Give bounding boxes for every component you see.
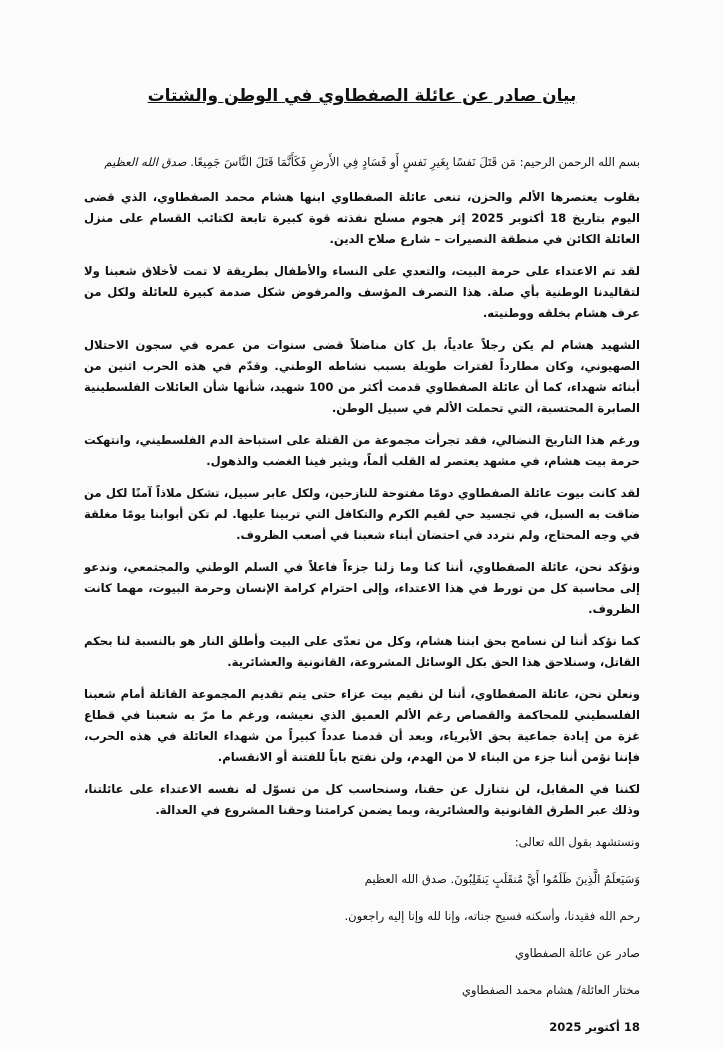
paragraph-no-mourning: ونعلن نحن، عائلة الصفطاوي، أننا لن نقيم بيت عزاء حتى يتم تقديم المجموعة القاتلة أمام شعبنا الفلسطيني للمحاكمة والقصاص رغم الألم العميق الذي نعيشه، ورغم ما مرّ به شعبنا في قطاع غزة من إبادة جماعية بحق الأبرياء، وبعد أن قدمنا عدداً كبيراً من شهداء العائلة في هذه الحرب، فإننا نؤمن أننا جزء من البناء لا من الهدم، ولن نفتح باباً للفتنة أو الانقسام. (84, 687, 640, 764)
paragraph-martyr-history: الشهيد هشام لم يكن رجلاً عادياً، بل كان مناضلاً قضى سنوات من عمره في سجون الاحتلال الصهيوني، وكان مطارداً لفترات طويلة بسبب نشاطه الوطني. وقدّم في هذه الحرب اثنين من أبنائه شهداء، كما أن عائلة الصفطاوي قدمت أكثر من 100 شهيد، شأنها شأن العائلات الفلسطينية الصابرة المحتسبة، التي تحملت الألم في سبيل الوطن. (84, 338, 640, 415)
paragraph-outrage: ورغم هذا التاريخ النضالي، فقد تجرأت مجموعة من القتلة على استباحة الدم الفلسطيني، وانتهكت حرمة بيت هشام، في مشهد يعتصر له القلب ألماً، ويثير فينا الغضب والذهول. (84, 433, 640, 468)
statement-date: 18 أكتوبر 2025 (549, 1020, 640, 1034)
closing-verse: وَسَيَعلَمُ الَّذِينَ ظَلَمُوا أَيَّ مُنقَلَبٍ يَنقَلِبُونَ. صدق الله العظيم (364, 872, 640, 886)
issuer-line: صادر عن عائلة الصفطاوي (514, 946, 640, 960)
paragraph-rights: لكننا في المقابل، لن نتنازل عن حقنا، وسنحاسب كل من تسوّل له نفسه الاعتداء على عائلتنا، وذلك عبر الطرق القانونية والعشائرية، وبما يضمن كرامتنا وحقنا المشروع في العدالة. (84, 782, 640, 817)
paragraph-hospitality: لقد كانت بيوت عائلة الصفطاوي دومًا مفتوحة للنازحين، ولكل عابر سبيل، تشكل ملاذاً آمنًا لكل من ضاقت به السبل، في تجسيد حي لقيم الكرم والتكافل التي تربينا عليها. لم تكن أبوابنا يومًا مغلقة في وجه المحتاج، ولم نتردد في احتضان أبناء شعبنا في أصعب الظروف. (84, 486, 640, 542)
statement-body (84, 152, 640, 1049)
paragraph-announcement: بقلوب يعتصرها الألم والحزن، تنعى عائلة الصفطاوي ابنها هشام محمد الصفطاوي، الذي قضى اليوم بتاريخ 18 أكتوبر 2025 إثر هجوم مسلح نفذته قوة كبيرة تابعة لكتائب القسام على منزل العائلة الكائن في منطقة النصيرات – شارع صلاح الدين. (84, 190, 640, 246)
document-title: بيان صادر عن عائلة الصفطاوي في الوطن والشتات (147, 86, 577, 106)
basmala-line (84, 152, 640, 173)
paragraph-no-forgiveness: كما نؤكد أننا لن نسامح بحق ابننا هشام، وكل من تعدّى على البيت وأطلق النار هو بالنسبة لنا بحكم القاتل، وسنلاحق هذا الحق بكل الوسائل المشروعة، القانونية والعشائرية. (84, 634, 640, 669)
closing-intro: ونستشهد بقول الله تعالى: (514, 835, 640, 849)
quran-verse: مَن قَتَلَ نَفسًا بِغَيرِ نَفسٍ أَو فَسَادٍ فِي الأَرضِ فَكَأَنَّمَا قَتَلَ النَّاسَ جَمِيعًا. (190, 155, 516, 169)
paragraph-accountability: ونؤكد نحن، عائلة الصفطاوي، أننا كنا وما زلنا جزءاً فاعلاً في السلم الوطني والمجتمعي، وندعو إلى محاسبة كل من تورط في هذا الاعتداء، وإلى احترام كرامة الإنسان وحرمة البيوت، مهما كانت الظروف. (84, 560, 640, 616)
closing-prayer: رحم الله فقيدنا، وأسكنه فسيح جناته، وإنا لله وإنا إليه راجعون. (344, 909, 640, 923)
paragraph-violation: لقد تم الاعتداء على حرمة البيت، والتعدي على النساء والأطفال بطريقة لا تمت لأخلاق شعبنا ولا لتقاليدنا الوطنية بأي صلة. هذا التصرف المؤسف والمرفوض شكل صدمة كبيرة للعائلة ولكل من عرف هشام بخلقه ووطنيته. (84, 264, 640, 320)
mukhtar-signature: مختار العائلة/ هشام محمد الصفطاوي (461, 983, 640, 997)
basmala-opening: بسم الله الرحمن الرحيم: (519, 155, 640, 169)
verse-closing: صدق الله العظيم (104, 155, 187, 169)
